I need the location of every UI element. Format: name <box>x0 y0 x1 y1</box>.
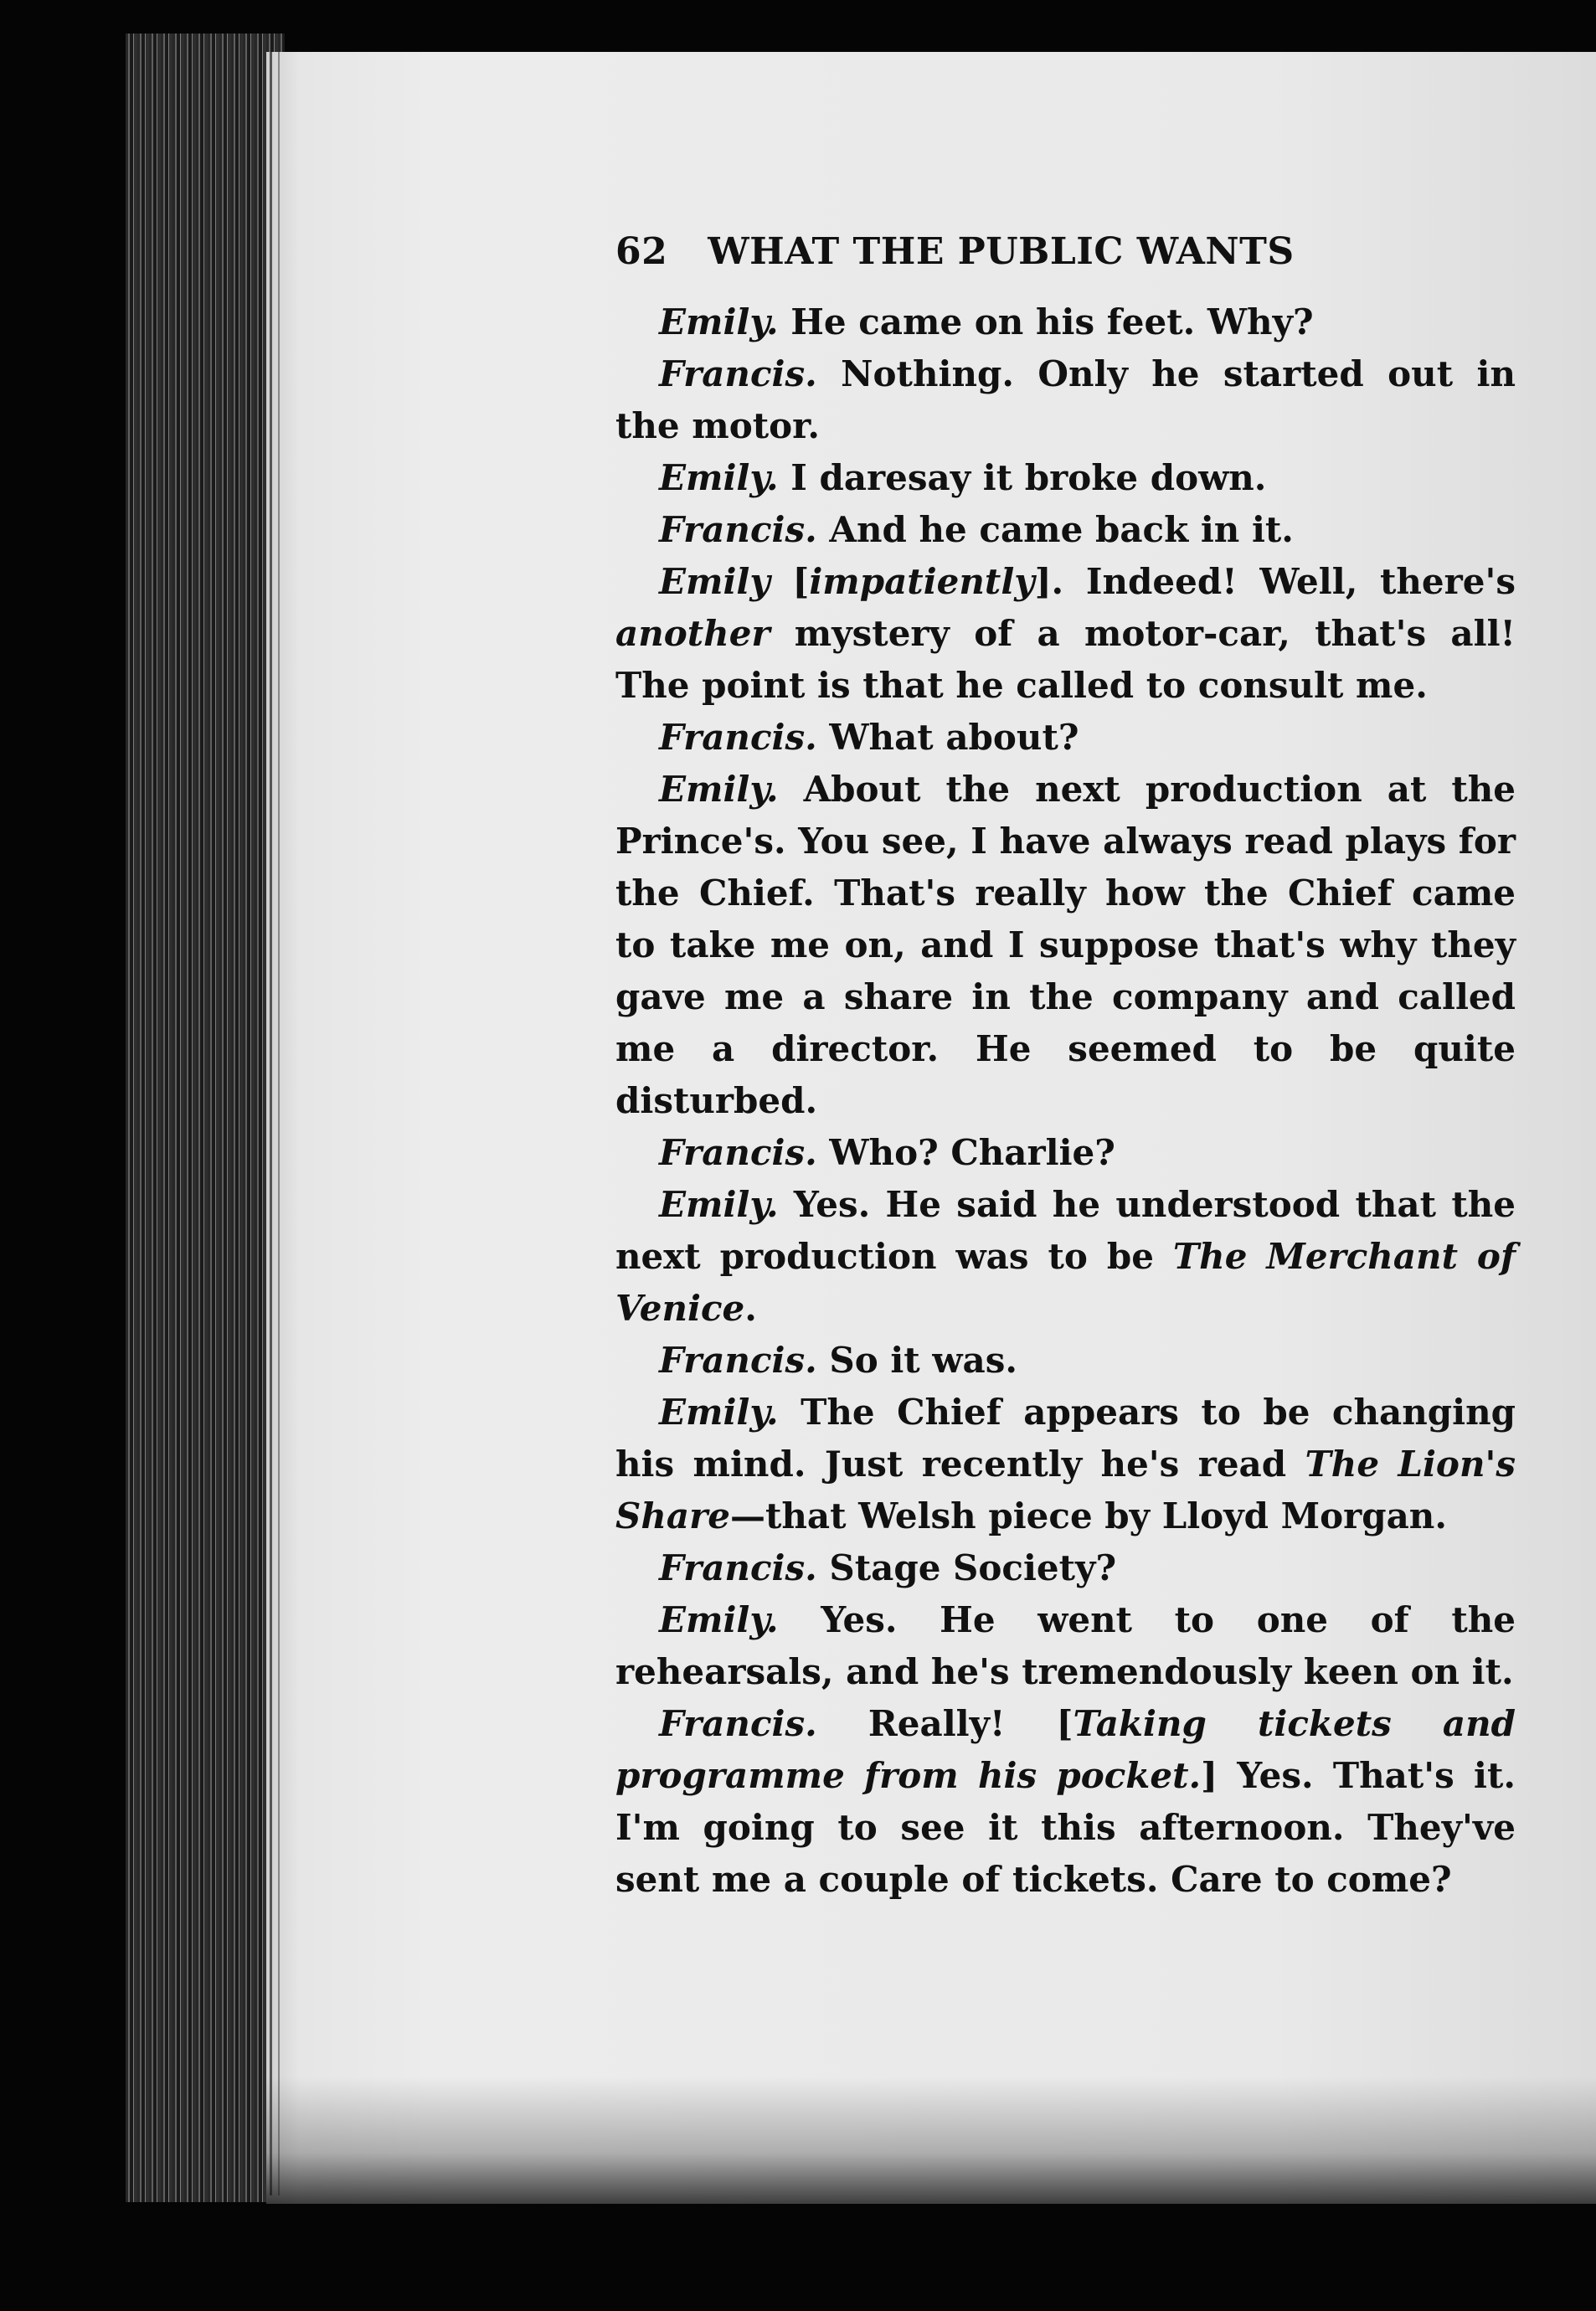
dialogue-text: ]. Indeed! Well, there's <box>1034 561 1516 602</box>
dialogue-text: About the next production at the Prince's. You see, I have always read plays for the Chief. That's really how the Chief came to take me on, and I suppose that's why they gave me a share in the company and called me a director. He seemed to be quite disturbed. <box>615 769 1516 1121</box>
speaker: Emily. <box>659 301 779 342</box>
dialogue-text: The Chief appears to be changing his mind. Just recently he's read <box>615 1392 1516 1485</box>
bracket-open: [ <box>770 561 810 602</box>
dialogue-text: And he came back in it. <box>816 509 1294 550</box>
dialogue-text: ] Yes. That's it. I'm going to see it this afternoon. They've sent me a couple of tickets. Care to come? <box>615 1755 1516 1900</box>
page-bottom-shade <box>266 2077 1596 2204</box>
dialogue-text: Stage Society? <box>816 1547 1117 1588</box>
dialogue-text: Nothing. Only he started out in the motor. <box>615 353 1516 446</box>
dialogue-line <box>615 1179 1516 1335</box>
dialogue-line <box>615 764 1516 1127</box>
dialogue-text: I daresay it broke down. <box>778 457 1267 498</box>
dialogue-line <box>615 556 1516 712</box>
speaker: Emily. <box>659 1184 779 1225</box>
play-title: The Lion's Share <box>615 1444 1516 1536</box>
dialogue-text: Really! [ <box>816 1703 1073 1744</box>
dialogue-text: What about? <box>816 717 1079 758</box>
dialogue-line <box>615 1387 1516 1542</box>
dialogue-text: Yes. He went to one of the rehearsals, and he's tremendously keen on it. <box>615 1599 1516 1692</box>
speaker: Emily <box>659 561 770 602</box>
gutter-line <box>270 52 272 2195</box>
stage-direction: impatiently <box>809 561 1035 602</box>
dialogue-line <box>615 296 1516 348</box>
speaker: Francis. <box>659 1340 817 1381</box>
dialogue-line <box>615 1542 1516 1594</box>
play-title: The Merchant of Venice <box>615 1236 1516 1329</box>
page-text <box>615 226 1516 1906</box>
running-head <box>615 226 1516 278</box>
speaker: Francis. <box>659 1132 817 1173</box>
speaker: Francis. <box>659 353 817 394</box>
dialogue-line <box>615 1594 1516 1698</box>
dialogue-line <box>615 1698 1516 1906</box>
page-number: 62 <box>615 230 668 273</box>
running-title: WHAT THE PUBLIC WANTS <box>708 230 1295 273</box>
dialogue-text: Who? Charlie? <box>816 1132 1115 1173</box>
dialogue-line <box>615 452 1516 504</box>
speaker: Emily. <box>659 1599 779 1640</box>
page-edges <box>126 33 285 2202</box>
dialogue-text: Yes. He said he understood that the next production was to be <box>615 1184 1516 1277</box>
speaker: Francis. <box>659 1703 817 1744</box>
emphasis: another <box>615 613 770 654</box>
gutter-line <box>278 52 280 2195</box>
dialogue-line <box>615 712 1516 764</box>
dialogue-line <box>615 1335 1516 1387</box>
dialogue-text: mystery of a motor-car, that's all! The point is that he called to consult me. <box>615 613 1516 706</box>
speaker: Emily. <box>659 1392 779 1433</box>
speaker: Francis. <box>659 1547 817 1588</box>
stage-direction: Taking tickets and programme from his pocket. <box>615 1703 1516 1796</box>
dialogue-text: —that Welsh piece by Lloyd Morgan. <box>729 1495 1447 1536</box>
dialogue-line <box>615 1127 1516 1179</box>
dialogue-line <box>615 348 1516 452</box>
dialogue-text: So it was. <box>816 1340 1017 1381</box>
speaker: Emily. <box>659 769 779 810</box>
speaker: Emily. <box>659 457 779 498</box>
speaker: Francis. <box>659 509 817 550</box>
dialogue-text: . <box>744 1288 757 1329</box>
dialogue-text: He came on his feet. Why? <box>778 301 1314 342</box>
speaker: Francis. <box>659 717 817 758</box>
dialogue-line <box>615 504 1516 556</box>
